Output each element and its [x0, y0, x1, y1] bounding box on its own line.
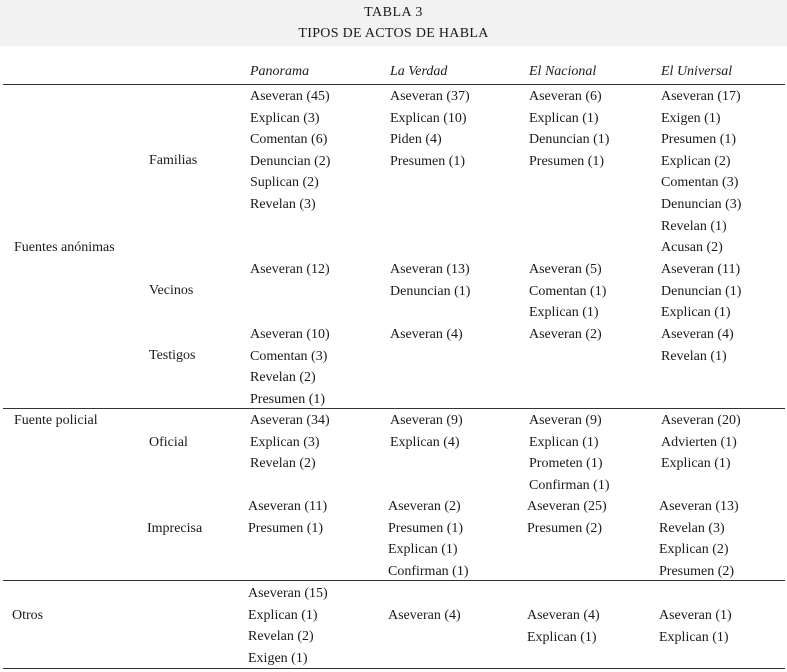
speech-act-entry: Aseveran (17): [661, 89, 741, 104]
cell-testigos-el-nacional: [529, 324, 602, 346]
speech-act-entry: Denuncian (1): [390, 283, 471, 299]
speech-act-entry: Aseveran (6): [529, 89, 602, 104]
cell-imprecisa-la-verdad: [388, 496, 468, 582]
speech-act-entry: Exigen (1): [248, 650, 308, 666]
speech-act-entry: Revelan (2): [250, 456, 316, 472]
subgroup-label-vecinos: Vecinos: [149, 283, 194, 298]
cell-familias-la-verdad: [390, 86, 470, 172]
subgroup-label-familias: Familias: [149, 153, 198, 168]
column-header-panorama: Panorama: [250, 64, 310, 79]
speech-act-entry: Presumen (2): [659, 563, 735, 579]
cell-oficial-el-nacional: [529, 410, 609, 496]
speech-act-entry: Presumen (1): [529, 153, 605, 169]
speech-act-entry: Revelan (1): [661, 218, 727, 234]
header-rule: [3, 84, 785, 85]
speech-act-entry: Explican (1): [388, 542, 458, 558]
speech-act-entry: Denuncian (1): [529, 132, 610, 148]
speech-act-entry: Explican (1): [529, 434, 599, 450]
speech-act-entry: Aseveran (2): [529, 327, 602, 342]
column-header-la-verdad: La Verdad: [390, 64, 448, 79]
subgroup-label-oficial: Oficial: [149, 435, 188, 450]
speech-act-entry: Aseveran (1): [659, 608, 732, 623]
speech-act-entry: Explican (1): [248, 607, 318, 623]
column-header-el-universal: El Universal: [661, 64, 733, 79]
table-number: TABLA 3: [364, 5, 423, 20]
speech-act-entry: Aseveran (15): [248, 586, 328, 601]
cell-vecinos-el-universal: [661, 259, 741, 324]
cell-oficial-la-verdad: [390, 410, 463, 453]
speech-act-entry: Comentan (6): [250, 132, 328, 148]
speech-act-entry: Aseveran (4): [661, 327, 734, 342]
table-bottom-rule: [3, 668, 785, 669]
speech-act-entry: Presumen (1): [248, 520, 324, 536]
speech-act-entry: Denuncian (1): [661, 283, 742, 299]
cell-familias-panorama: [250, 86, 330, 216]
speech-act-entry: Acusan (2): [661, 240, 723, 256]
speech-act-entry: Exigen (1): [661, 110, 721, 126]
speech-act-entry: Aseveran (45): [250, 89, 330, 104]
group-label-fuente-policial: Fuente policial: [14, 413, 98, 428]
speech-act-entry: Aseveran (2): [388, 499, 461, 514]
speech-act-entry: Aseveran (9): [529, 413, 602, 428]
speech-act-entry: Explican (2): [661, 153, 731, 169]
speech-act-entry: Explican (1): [527, 629, 597, 645]
speech-act-entry: Explican (1): [661, 305, 731, 321]
speech-act-entry: Explican (1): [659, 629, 729, 645]
cell-imprecisa-el-nacional: [527, 496, 607, 539]
table-title: TIPOS DE ACTOS DE HABLA: [298, 26, 489, 41]
subgroup-label-imprecisa: Imprecisa: [147, 521, 203, 536]
speech-act-entry: Aseveran (37): [390, 89, 470, 104]
speech-act-entry: Aseveran (10): [250, 327, 330, 342]
speech-act-entry: Aseveran (9): [390, 413, 463, 428]
cell-vecinos-panorama: [250, 259, 330, 281]
cell-familias-el-nacional: [529, 86, 609, 172]
speech-act-entry: Explican (1): [529, 305, 599, 321]
table-caption: [0, 0, 787, 46]
cell-oficial-panorama: [250, 410, 330, 475]
speech-act-entry: Aseveran (4): [388, 608, 461, 623]
speech-act-entry: Presumen (1): [388, 520, 464, 536]
speech-act-entry: Explican (1): [529, 110, 599, 126]
group-divider-policial: [3, 408, 785, 409]
subgroup-label-testigos: Testigos: [149, 348, 196, 363]
speech-act-entry: Advierten (1): [661, 434, 737, 450]
speech-act-entry: Revelan (2): [250, 370, 316, 386]
speech-act-entry: Presumen (1): [390, 153, 466, 169]
group-label-otros: Otros: [12, 608, 44, 623]
speech-act-entry: Comentan (3): [250, 348, 328, 364]
cell-testigos-panorama: [250, 324, 330, 410]
speech-act-entry: Revelan (3): [659, 520, 725, 536]
cell-oficial-el-universal: [661, 410, 741, 475]
speech-act-entry: Revelan (2): [248, 629, 314, 645]
cell-vecinos-la-verdad: [390, 259, 470, 302]
column-header-el-nacional: El Nacional: [529, 64, 597, 79]
cell-otros-panorama: [248, 583, 328, 669]
speech-act-entry: Aseveran (4): [390, 327, 463, 342]
speech-act-entry: Suplican (2): [250, 175, 319, 191]
speech-act-entry: Comentan (1): [529, 283, 607, 299]
speech-act-entry: Aseveran (13): [659, 499, 739, 514]
speech-act-entry: Revelan (3): [250, 196, 316, 212]
group-label-fuentes-anonimas: Fuentes anónimas: [14, 240, 115, 255]
speech-act-entry: Aseveran (5): [529, 262, 602, 277]
speech-act-entry: Aseveran (13): [390, 262, 470, 277]
speech-act-entry: Explican (3): [250, 110, 320, 126]
speech-act-entry: Explican (10): [390, 110, 467, 126]
cell-otros-la-verdad: [388, 605, 461, 627]
speech-act-entry: Aseveran (4): [527, 608, 600, 623]
speech-act-entry: Aseveran (34): [250, 413, 330, 428]
speech-act-entry: Explican (4): [390, 434, 460, 450]
speech-act-entry: Aseveran (20): [661, 413, 741, 428]
speech-act-entry: Explican (3): [250, 434, 320, 450]
cell-testigos-la-verdad: [390, 324, 463, 346]
cell-otros-el-nacional: [527, 605, 600, 648]
speech-act-entry: Comentan (3): [661, 175, 739, 191]
speech-act-entry: Explican (1): [661, 456, 731, 472]
speech-act-entry: Piden (4): [390, 132, 442, 148]
cell-imprecisa-panorama: [248, 496, 327, 539]
speech-act-entry: Aseveran (11): [248, 499, 328, 514]
speech-act-entry: Aseveran (25): [527, 499, 607, 514]
speech-act-entry: Confirman (1): [388, 563, 469, 579]
cell-otros-el-universal: [659, 605, 732, 648]
cell-vecinos-el-nacional: [529, 259, 606, 324]
speech-act-entry: Presumen (1): [250, 391, 326, 407]
speech-act-entry: Presumen (2): [527, 520, 603, 536]
speech-act-entry: Denuncian (3): [661, 196, 742, 212]
cell-testigos-el-universal: [661, 324, 734, 367]
cell-familias-el-universal: [661, 86, 741, 259]
speech-act-entry: Presumen (1): [661, 132, 737, 148]
speech-act-entry: Explican (2): [659, 542, 729, 558]
speech-act-entry: Prometen (1): [529, 456, 603, 472]
speech-act-entry: Aseveran (11): [661, 262, 741, 277]
speech-act-entry: Confirman (1): [529, 477, 610, 493]
cell-imprecisa-el-universal: [659, 496, 739, 582]
speech-act-entry: Revelan (1): [661, 348, 727, 364]
speech-act-entry: Denuncian (2): [250, 153, 331, 169]
speech-act-entry: Aseveran (12): [250, 262, 330, 277]
